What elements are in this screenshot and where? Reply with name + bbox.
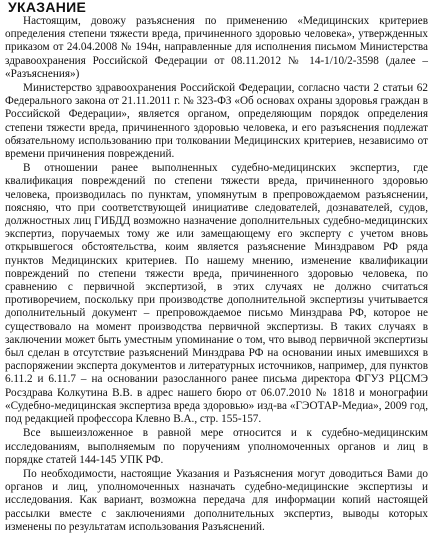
paragraph-previous-expertises: В отношении ранее выполненных судебно-медицинских экспертиз, где квалификация повреждений по степени тяжести вреда, причиненного здоровью человека, производилась по пунктам, упомянутым в препровождаемом разъяснении, поясняю, что при соответствующей инициативе следователей, дознавателей, судов, должностных лиц ГИБДД возможно назначение дополнительных судебно-медицинских экспертиз, поручаемых тому же или замещающему его эксперту с учетом вновь открывшегося обстоятельства, коим является разъяснение Минздравом РФ ряда пунктов Медицинских критериев. По нашему мнению, изменение квалификации повреждений по степени тяжести вреда, причиненного здоровью человека, по сравнению с первичной экспертизой, в этих случаях не должно считаться противоречием, поскольку при производстве дополнительной экспертизы учитывается дополнительный документ – препровождаемое письмо Минздрава РФ, которое не существовало на момент производства первичной экспертизы. В таких случаях в заключении может быть уместным упоминание о том, что вывод первичной экспертизы был сделан в отсутствие разъяснений Минздрава РФ на основании иных имевшихся в распоряжении эксперта документов и литературных источников, например, для пунктов 6.11.2 и 6.11.7 – на основании разосланного ранее письма директора ФГУЗ РЦСМЭ Росздрава Колкутина В.В. в адрес нашего бюро от 06.07.2010 № 1818 и монографии «Судебно-медицинская экспертиза вреда здоровью» изд-ва «ГЭОТАР-Медиа», 2009 год, под редакцией профессора Клевно В.А., стр. 155-157. xyxy=(5,162,428,426)
paragraph-distribution: По необходимости, настоящие Указания и Разъяснения могут доводиться Вами до органов и лиц, уполномоченных назначать судебно-медицинские экспертизы и исследования. Как вариант, возможна передача для информации копий настоящей рассылки вместе с заключениями дополнительных экспертиз, выводы которых изменены по результатам использования Разъяснений. xyxy=(5,467,428,533)
paragraph-intro: Настоящим, довожу разъяснения по применению «Медицинских критериев определения степени тяжести вреда, причиненного здоровью человека», утвержденных приказом от 24.04.2008 № 194н, направленные для исполнения письмом Министерства здравоохранения Российской Федерации от 08.11.2012 № 14-1/10/2-3598 (далее – «Разъяснения») xyxy=(5,15,428,80)
paragraph-ministry: Министерство здравоохранения Российской Федерации, согласно части 2 статьи 62 Федерального закона от 21.11.2011 г. № 323-ФЗ «Об основах охраны здоровья граждан в Российской Федерации», является органом, определяющим порядок определения степени тяжести вреда, причиненного здоровью человека, и его разъяснения подлежат обязательному использованию при толковании Медицинских критериев, независимо от времени причинения повреждений. xyxy=(5,82,428,161)
document-title: УКАЗАНИЕ xyxy=(8,0,87,15)
paragraph-investigations: Все вышеизложенное в равной мере относится и к судебно-медицинским исследованиям, выполняемым по поручениям уполномоченных органов и лиц в порядке статей 144-145 УПК РФ. xyxy=(5,427,428,466)
